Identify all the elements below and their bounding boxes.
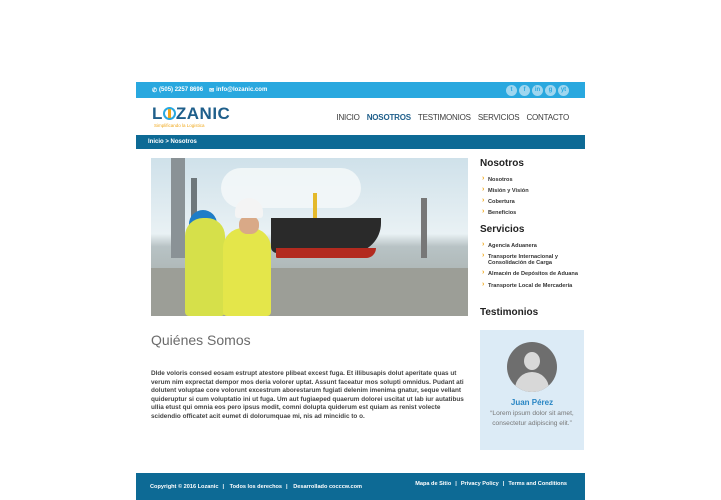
sidebar-item-almacen[interactable]: › Almacén de Depósitos de Aduana (480, 271, 585, 278)
footer-left: Copyright © 2016 Lozanic | Todos los derechos | Desarrollado cocccw.com (150, 483, 362, 490)
nav-contacto[interactable]: CONTACTO (526, 113, 569, 122)
phone-number: (505) 2257 8696 (159, 87, 204, 93)
nav-servicios[interactable]: SERVICIOS (477, 113, 520, 122)
site-footer (136, 473, 585, 500)
linkedin-icon[interactable]: in (532, 85, 543, 96)
main-content (151, 158, 468, 422)
sidebar (480, 158, 585, 450)
avatar (507, 342, 557, 392)
breadcrumb[interactable]: Inicio > Nosotros (136, 135, 585, 149)
mail-icon: ✉ (209, 87, 215, 94)
sidebar-heading-nosotros: Nosotros (480, 158, 524, 169)
sidebar-item-transporte-local[interactable]: › Transporte Local de Mercadería (480, 283, 585, 290)
footer-rights: Todos los derechos (229, 483, 283, 490)
servicios-list (480, 243, 585, 289)
testimonial-card (480, 330, 584, 450)
email-address: info@lozanic.com (216, 87, 268, 93)
page-title: Quiénes Somos (151, 332, 251, 348)
logo-o-icon (163, 107, 176, 120)
footer-link-sitemap[interactable]: Mapa de Sitio (415, 480, 452, 487)
nav-nosotros[interactable]: NOSOTROS (366, 113, 411, 122)
logo[interactable] (152, 105, 230, 128)
googleplus-icon[interactable]: g (545, 85, 556, 96)
email-contact[interactable] (209, 87, 267, 94)
twitter-icon[interactable]: t (506, 85, 517, 96)
nav-testimonios[interactable]: TESTIMONIOS (417, 113, 471, 122)
nav-inicio[interactable]: INICIO (336, 113, 360, 122)
testimonial-quote: “Lorem ipsum dolor sit amet, consectetur adipiscing elit.” (490, 410, 574, 428)
sidebar-item-nosotros[interactable]: › Nosotros (480, 177, 585, 184)
logo-tagline: Simplificando la Logistica (154, 123, 205, 128)
footer-links: Mapa de Sitio | Privacy Policy | Terms and Conditions (415, 480, 567, 487)
sidebar-heading-servicios: Servicios (480, 223, 525, 235)
hero-image (151, 158, 468, 316)
footer-dev-link[interactable]: Desarrollado cocccw.com (293, 483, 362, 490)
testimonial-name: Juan Pérez (510, 398, 554, 408)
sidebar-item-agencia[interactable]: › Agencia Aduanera (480, 243, 585, 250)
social-icons (506, 85, 569, 96)
sidebar-item-beneficios[interactable]: › Beneficios (480, 210, 585, 217)
site-header (136, 98, 585, 135)
phone-icon: ✆ (152, 87, 158, 94)
footer-link-privacy[interactable]: Privacy Policy (460, 480, 499, 487)
footer-link-terms[interactable]: Terms and Conditions (508, 480, 567, 487)
nosotros-list (480, 177, 585, 217)
phone-contact[interactable] (152, 87, 203, 94)
main-nav (336, 113, 569, 122)
sidebar-item-cobertura[interactable]: › Cobertura (480, 199, 585, 206)
about-paragraph: Dlde voloris consed eosam estrupt atestore plibeat excest fuga. Et illibusapis dolut aperitate quas ut verum nim exprectat dempor mos deria volorer uptat. Assunt faceatur mos solupti omnidus. Pudant ati dolutent voluptae core volorunt excestrum aborestarum fugiati delenim imenima gnatur, seque vellant quideruptur si cum voluptatio ini ut fuga. Um aut fugiaeped quaerum dolorei uscitat ut lab iur autatibus ullia etust qui omnia eos pero ipsus modit, comni dolupta quiderum est quiam as renist volecte scidendio officatet acit eumet di dolorumquae mi, nis ad mincidic to o. (151, 370, 464, 420)
top-bar (136, 82, 585, 98)
website-frame (136, 82, 585, 500)
facebook-icon[interactable]: f (519, 85, 530, 96)
footer-copyright: Copyright © 2016 Lozanic (150, 483, 219, 490)
sidebar-heading-testimonios: Testimonios (480, 307, 539, 319)
sidebar-item-mision[interactable]: › Misión y Visión (480, 188, 585, 195)
sidebar-item-transporte-int[interactable]: › Transporte Internacional y Consolidación de Carga (480, 254, 585, 267)
logo-wordmark: L ZANIC (152, 104, 231, 123)
youtube-icon[interactable]: yt (558, 85, 569, 96)
